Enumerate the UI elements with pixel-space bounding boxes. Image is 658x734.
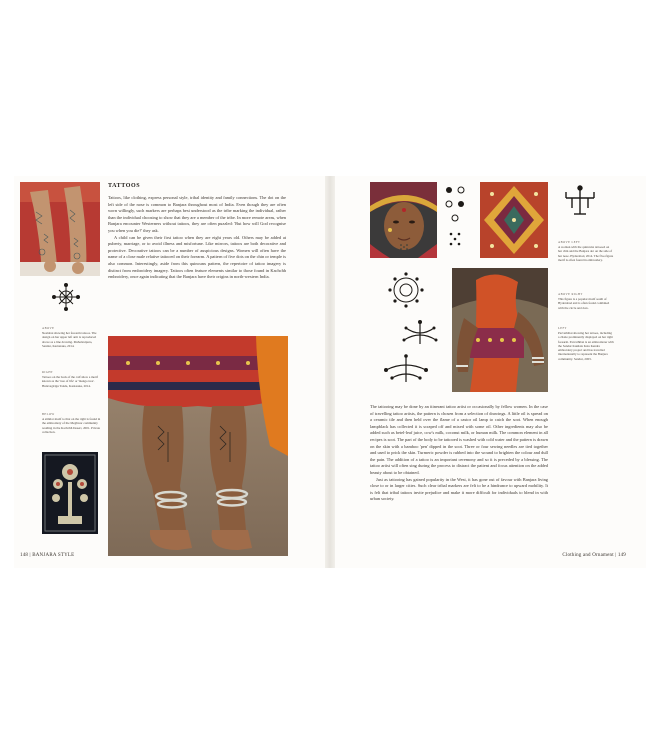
figure-motif-icon: [560, 184, 600, 218]
caption-above: ABOVE Neelabai showing her forearm tattoos. The design on her upper left arm is reproduced above as a line drawing. Mahalaxipura, Sandur, Karnataka, 2014.: [42, 326, 97, 348]
photo-parvathibai: [452, 268, 548, 392]
photo-arm-tattoos: [20, 182, 100, 276]
scorpion-motif-icon: [398, 318, 442, 348]
photo-embroidery-diamond: [480, 182, 548, 258]
right-paragraph-1: The tattooing may be done by an itinerant tattoo artist or occasionally by fellow women. In the case of travelling tattoo artists, the pattern is chosen from a selection of drawings. A little oil is spread on a ceramic tile and then held over the flame of a castor oil lamp to catch the soot. When enough lampblack has collected it is scraped off and mixed with some oil. Other ingredients may also be added such as betel-leaf juice, cow's milk, coconut milk, or human milk. The common element in all recipes is soot. The part of the body to be tattooed is washed with cold water and the pattern is drawn on the skin with a bamboo 'pen' dipped in the soot. Three or four sewing needles are tied together and used to prick the skin. Turmeric powder is rubbed into the wound to brighten the colour and dull the pain. The addition of a tattoo is an important ceremony and so it is preceded by a blessing. The tattoo artist will often sing during the process to distract the patient and focus attention on the added beauty about to be obtained.: [370, 404, 548, 475]
photo-calf-tattoos: [108, 336, 288, 556]
photo-woman-chin-tattoo: [370, 182, 437, 258]
photo-embroidery-tree-of-life: [42, 452, 98, 534]
left-page-folio: 148 | BANJARA STYLE: [20, 553, 75, 558]
caption-right: RIGHT Tattoos on the back of the calf show a motif known as the 'tree of life' or 'mango tree'. Hulavagirigu Tanda, Karnataka, 2014.: [42, 370, 98, 388]
circle-motif-icon: [386, 270, 426, 310]
book-gutter: [325, 176, 335, 568]
left-paragraph-2: A child can be given their first tattoo when they are eight years old. Others may be added at puberty, marriage, or to avoid illness and misfortune. Like mirrors, tattoos are both decorative and protective. Decorative tattoos can be a number of auspicious designs. Women will often have the name of a close male relative tattooed on their forearm. A pattern of five dots on the chin or temple is also common. Interestingly, aside from this quincunx pattern, the repertoire of tattoo imagery is distinct from embroidery imagery. Tattoos often feature elements similar to those found in Kachchh embroidery, once again indicating that the Banjara have their origins in north-western India.: [108, 234, 286, 280]
left-paragraph-1: Tattoos, like clothing, express personal style, tribal identity and family connections. The dot on the left side of the nose is common to Banjara throughout most of India. Even though they are often worn willingly, such markers are perhaps best understood as the tribe marking the individual, rather than the individual choosing to show that they are a member of the tribe. In more remote areas, when Banjara encounter Westerners without tattoos, they are often puzzled: 'But how will God recognise you when you die?' they ask.: [108, 195, 286, 233]
right-page-folio: Clothing and Ornament | 149: [562, 553, 626, 558]
tree-motif-icon: [382, 354, 430, 384]
caption-below: BELOW A similar motif to that on the right is found in the embroidery of the Meghwar community residing in the Kachchh Desert, 2001. Private collection.: [42, 412, 101, 434]
right-body-text: [370, 404, 548, 536]
caption-above-left: ABOVE LEFT A woman with the quincunx tattooed on her chin and the Banjara dot on the side of her nose. Hyderabad, 2014. The five-figure motif is often found in embroidery.: [558, 240, 614, 262]
right-paragraph-2: Just as tattooing has gained popularity in the West, it has gone out of favour with Banjara living close to or in larger cities. Such clear tribal markers are felt to be a hindrance to upward mobility. It is felt that tribal tattoos invite prejudice and make it more difficult for individuals to blend in with urban society.: [370, 476, 548, 502]
caption-above-right: ABOVE RIGHT This figure is a popular motif south of Hyderabad and is often found combined with the circle and dots.: [558, 292, 610, 310]
section-title: TATTOOS: [108, 183, 141, 189]
tattoo-line-drawing-icon: [50, 282, 82, 312]
left-body-text: [108, 195, 286, 329]
caption-left: LEFT Parvathibai showing her tattoos, including a chatte prominently displayed on her right forearm. Parvathibai is an embroiderer with the Sandur Kushala Kala Kendra embroidery project and has travelled internationally to represent the Banjara community. Sandur, 2003.: [558, 326, 614, 361]
quincunx-dots-icon: [441, 184, 475, 254]
